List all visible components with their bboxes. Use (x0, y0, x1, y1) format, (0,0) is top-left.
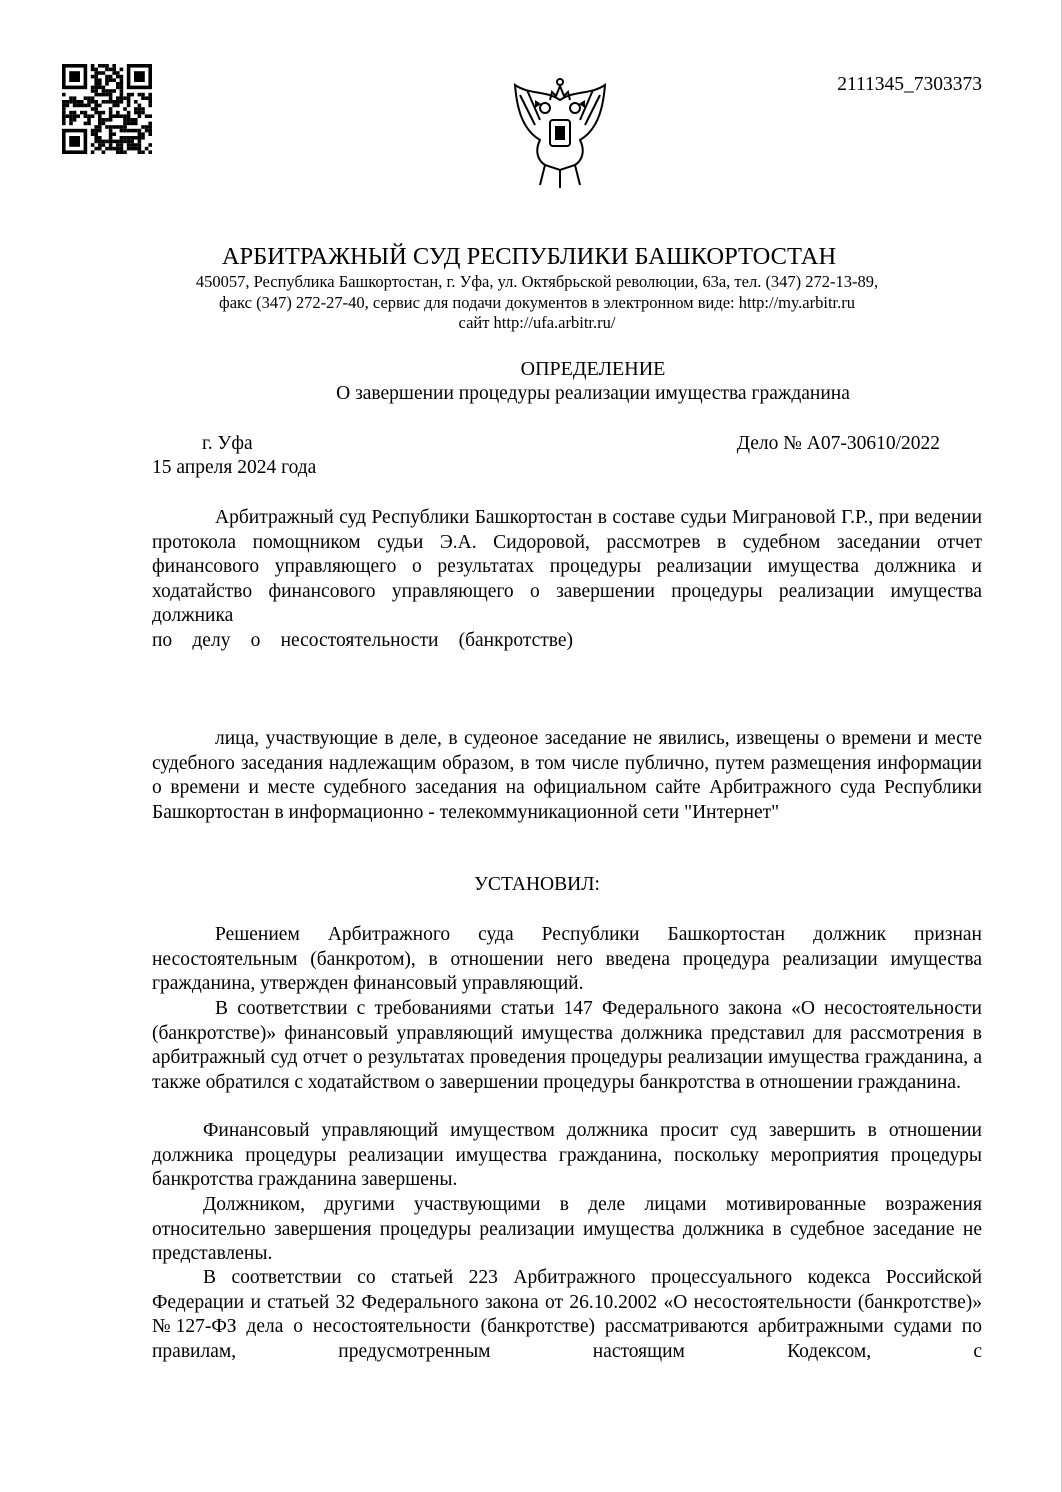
court-address-line2: факс (347) 272-27-40, сервис для подачи документов в электронном виде: http://my.arbitr.ru (219, 293, 855, 312)
court-name: АРБИТРАЖНЫЙ СУД РЕСПУБЛИКИ БАШКОРТОСТАН (221, 243, 837, 270)
date: 15 апреля 2024 года (152, 457, 317, 478)
paragraph-objections: Должником, другими участвующими в деле лицами мотивированные возражения относительно завершения процедуры реализации имущества должника в судебное заседание не представлены. (152, 1194, 982, 1264)
qr-code-icon (62, 64, 152, 154)
paragraph-report: В соответствии с требованиями статьи 147 Федерального закона «О несостоятельности (банкротстве)» финансовый управляющий имущества должника представил для рассмотрения в арбитражный суд отчет о результатах проведения процедуры реализации имущества гражданина, а также обратился с ходатайством о завершении процедуры банкротства в отношении гражданина. (152, 998, 982, 1093)
paragraph-intro: Арбитражный суд Республики Башкортостан в составе судьи Миграновой Г.Р., при ведении протокола помощником судьи Э.А. Сидоровой, рассмотрев в судебном заседании отчет финансового управляющего о результатах процедуры реализации имущества должника и ходатайство финансового управляющего о завершении процедуры реализации имущества должника (152, 507, 982, 626)
paragraph-request: Финансовый управляющий имуществом должника просит суд завершить в отношении должника процедуры реализации имущества гражданина, поскольку мероприятия процедуры банкротства гражданина завершены. (152, 1120, 982, 1190)
section-heading-established: УСТАНОВИЛ: (474, 874, 600, 895)
case-number: Дело № А07-30610/2022 (736, 433, 940, 454)
court-address-line1: 450057, Республика Башкортостан, г. Уфа, ул. Октябрьской революции, 63а, тел. (347) 272-13-89, (195, 272, 879, 291)
document-subject: О завершении процедуры реализации имущества гражданина (336, 383, 850, 404)
paragraph-case-type: по делу о несостоятельности (банкротстве) (152, 630, 573, 651)
document-type: ОПРЕДЕЛЕНИЕ (520, 358, 666, 380)
coat-of-arms-icon (505, 70, 615, 194)
paragraph-participants: лица, участвующие в деле, в судеоное заседание не явились, извещены о времени и месте судебного заседания надлежащим образом, в том числе публично, путем размещения информации о времени и месте судебного заседания на официальном сайте Арбитражного суда Республики Башкортостан в информационно - телекоммуникационной сети "Интернет" (152, 728, 982, 823)
document-id: 2111345_7303373 (837, 74, 982, 95)
paragraph-law: В соответствии со статьей 223 Арбитражного процессуального кодекса Российской Федерации и статьей 32 Федерального закона от 26.10.2002 «О несостоятельности (банкротстве)» №127-ФЗ дела о несостоятельности (банкротстве) рассматриваются арбитражными судами по правилам, предусмотренным настоящим Кодексом, с (152, 1267, 982, 1362)
paragraph-decision: Решением Арбитражного суда Республики Башкортостан должник признан несостоятельным (банкротом), в отношении него введена процедура реализации имущества гражданина, утвержден финансовый управляющий. (152, 924, 982, 994)
city: г. Уфа (202, 433, 253, 454)
court-address-line3: сайт http://ufa.arbitr.ru/ (458, 313, 616, 332)
